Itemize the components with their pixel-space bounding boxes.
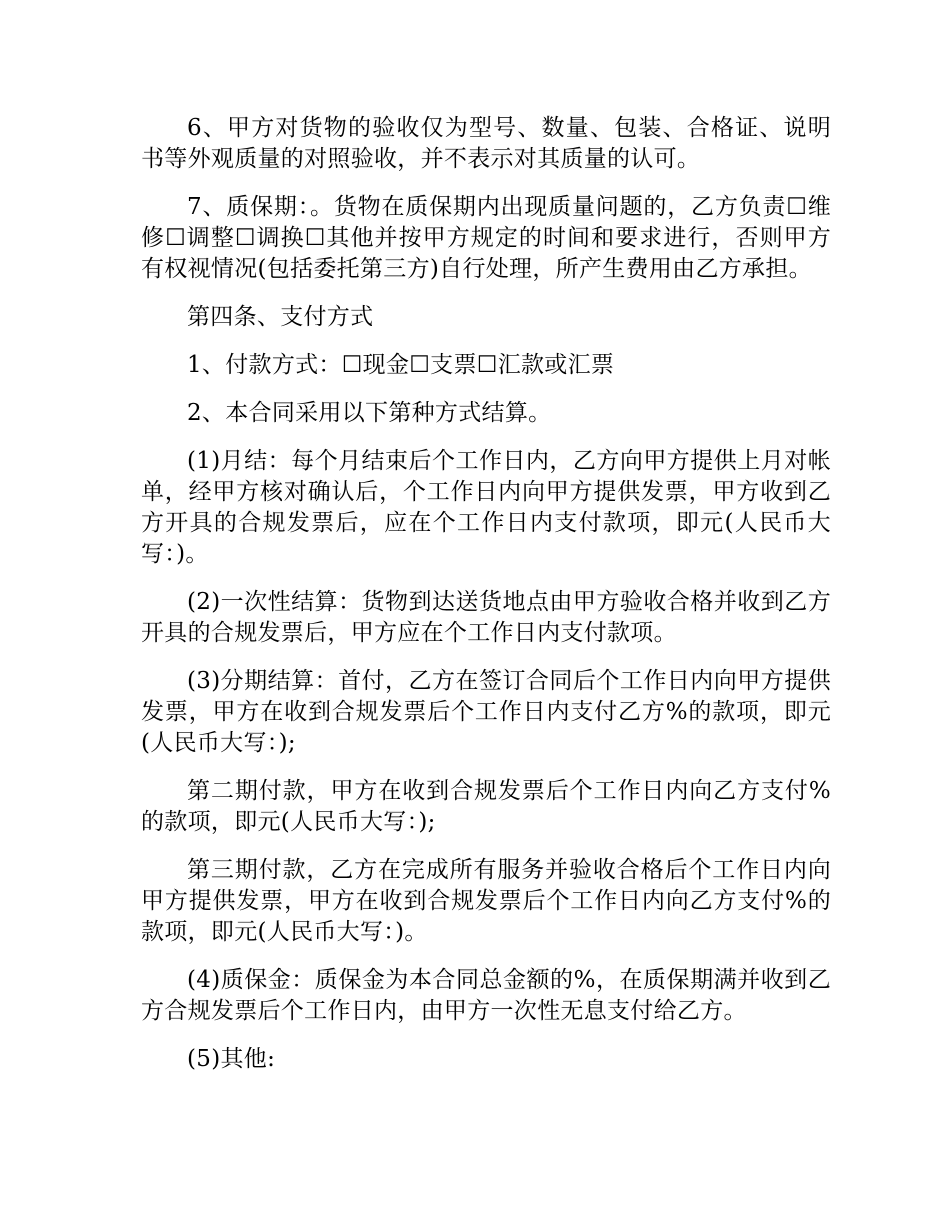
clause-warranty-period: 7、质保期：。货物在质保期内出现质量问题的，乙方负责☐维修☐调整☐调换☐其他并按甲方规定的时间和要求进行，否则甲方有权视情况(包括委托第三方)自行处理，所产生费用由乙方承担。 <box>141 194 831 282</box>
clause-installment-settlement: (3)分期结算：首付，乙方在签订合同后个工作日内向甲方提供发票，甲方在收到合规发票后个工作日内支付乙方%的款项，即元(人民币大写：); <box>141 668 831 756</box>
clause-payment-method: 1、付款方式：☐现金☐支票☐汇款或汇票 <box>187 352 615 378</box>
clause-other: (5)其他: <box>187 1046 276 1072</box>
clause-monthly-settlement: (1)月结：每个月结束后个工作日内，乙方向甲方提供上月对帐单，经甲方核对确认后，个工作日内向甲方提供发票，甲方收到乙方开具的合规发票后，应在个工作日内支付款项，即元(人民币大写：)。 <box>141 448 831 567</box>
clause-settlement-option: 2、本合同采用以下第种方式结算。 <box>187 400 552 426</box>
section-heading-payment: 第四条、支付方式 <box>187 304 374 330</box>
clause-third-installment: 第三期付款，乙方在完成所有服务并验收合格后个工作日内向甲方提供发票，甲方在收到合规发票后个工作日内向乙方支付%的款项，即元(人民币大写：)。 <box>141 857 831 945</box>
clause-second-installment: 第二期付款，甲方在收到合规发票后个工作日内向乙方支付%的款项，即元(人民币大写：); <box>141 778 831 835</box>
document-body <box>141 113 831 1092</box>
clause-acceptance-scope: 6、甲方对货物的验收仅为型号、数量、包装、合格证、说明书等外观质量的对照验收，并不表示对其质量的认可。 <box>141 115 831 172</box>
clause-one-time-settlement: (2)一次性结算：货物到达送货地点由甲方验收合格并收到乙方开具的合规发票后，甲方应在个工作日内支付款项。 <box>141 589 831 646</box>
clause-retention-money: (4)质保金：质保金为本合同总金额的%，在质保期满并收到乙方合规发票后个工作日内，由甲方一次性无息支付给乙方。 <box>141 967 831 1024</box>
